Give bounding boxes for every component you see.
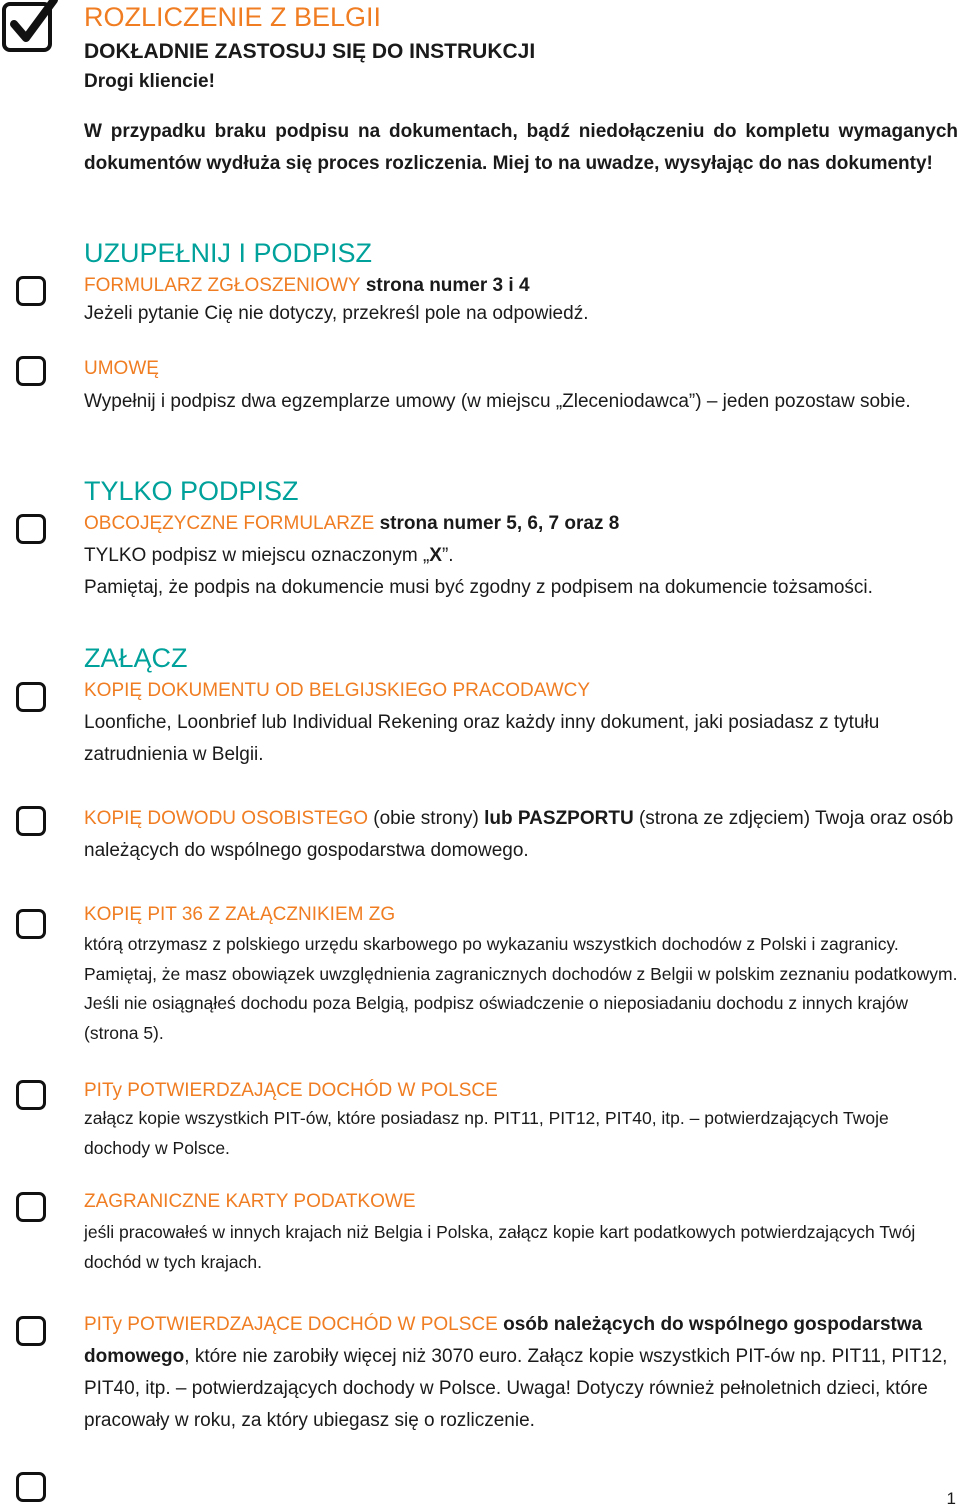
checkmark-icon [2, 0, 62, 54]
household-pity-title: PITy POTWIERDZAJĄCE DOCHÓD W POLSCE [84, 1314, 498, 1335]
section-heading-fill-sign: UZUPEŁNIJ I PODPISZ [84, 238, 373, 268]
empty-checkbox-icon[interactable] [16, 356, 46, 386]
form-title: FORMULARZ ZGŁOSZENIOWY [84, 275, 361, 296]
empty-checkbox-icon[interactable] [16, 806, 46, 836]
pit36-note: którą otrzymasz z polskiego urzędu skarbowego po wykazaniu wszystkich dochodów z Polski i zagranicy. Pamiętaj, że masz obowiązek uwzględnienia zagranicznych dochodów z Belgii w polskim zeznaniu podatkowym. Jeśli nie osiągnąłeś dochodu poza Belgią, podpisz oświadczenie o nieposiadaniu dochodu z innych krajów (strona 5). [84, 934, 958, 1043]
contract-note: Wypełnij i podpisz dwa egzemplarze umowy (w miejscu „Zleceniodawca”) – jeden pozostaw sobie. [84, 391, 911, 412]
page-number: 1 [946, 1489, 956, 1508]
sign-note: TYLKO podpisz w miejscu oznaczonym „X”. [84, 545, 454, 566]
contract-title: UMOWĘ [84, 358, 159, 379]
employer-doc-note: Loonfiche, Loonbrief lub Individual Rekening oraz każdy inny dokument, jaki posiadasz z tytułu zatrudnienia w Belgii. [84, 712, 880, 765]
foreign-forms-line [84, 508, 958, 540]
checked-box-icon [2, 2, 52, 52]
greeting: Drogi kliencie! [84, 71, 215, 92]
empty-checkbox-icon[interactable] [16, 1316, 46, 1346]
employer-doc-title: KOPIĘ DOKUMENTU OD BELGIJSKIEGO PRACODAWCY [84, 680, 591, 701]
foreign-tax-cards-note: jeśli pracowałeś w innych krajach niż Belgia i Polska, załącz kopie kart podatkowych potwierdzających Twój dochód w tych krajach. [84, 1222, 916, 1272]
empty-checkbox-icon[interactable] [16, 909, 46, 939]
foreign-forms-pages: strona numer 5, 6, 7 oraz 8 [374, 513, 620, 534]
section-heading-sign-only: TYLKO PODPISZ [84, 476, 299, 506]
empty-checkbox-icon[interactable] [16, 1192, 46, 1222]
passport-label: PASZPORTU [512, 808, 634, 829]
signature-note: Pamiętaj, że podpis na dokumencie musi być zgodny z podpisem na dokumencie tożsamości. [84, 577, 873, 598]
pit36-title: KOPIĘ PIT 36 Z ZAŁĄCZNIKIEM ZG [84, 904, 396, 925]
id-doc-text: KOPIĘ DOWODU OSOBISTEGO (obie strony) lub PASZPORTU (strona ze zdjęciem) Twoja oraz osób należących do wspólnego gospodarstwa domowego. [84, 808, 954, 861]
pity-title: PITy POTWIERDZAJĄCE DOCHÓD W POLSCE [84, 1080, 498, 1101]
sign-mark: X [429, 545, 442, 566]
form-note: Jeżeli pytanie Cię nie dotyczy, przekreśl pole na odpowiedź. [84, 303, 589, 324]
foreign-tax-cards-title: ZAGRANICZNE KARTY PODATKOWE [84, 1191, 416, 1212]
section-heading-attach: ZAŁĄCZ [84, 643, 188, 673]
empty-checkbox-icon[interactable] [16, 1080, 46, 1110]
page-subtitle: DOKŁADNIE ZASTOSUJ SIĘ DO INSTRUKCJI [84, 40, 536, 63]
form-pages: strona numer 3 i 4 [360, 275, 530, 296]
pity-note: załącz kopie wszystkich PIT-ów, które posiadasz np. PIT11, PIT12, PIT40, itp. – potwierdzających Twoje dochody w Polsce. [84, 1108, 889, 1158]
empty-checkbox-icon[interactable] [16, 1472, 46, 1502]
id-doc-title: KOPIĘ DOWODU OSOBISTEGO [84, 808, 368, 829]
foreign-forms-title: OBCOJĘZYCZNE FORMULARZE [84, 513, 375, 534]
page-title: ROZLICZENIE Z BELGII [84, 2, 382, 32]
empty-checkbox-icon[interactable] [16, 682, 46, 712]
empty-checkbox-icon[interactable] [16, 276, 46, 306]
household-pity-text: PITy POTWIERDZAJĄCE DOCHÓD W POLSCE osób należących do wspólnego gospodarstwa domowego, które nie zarobiły więcej niż 3070 euro. Załącz kopie wszystkich PIT-ów np. PIT11, PIT12, PIT40, itp. – potwierdzających dochody w Polsce. Uwaga! Dotyczy również pełnoletnich dzieci, które pracowały w roku, za który ubiegasz się o rozliczenie. [84, 1314, 948, 1431]
empty-checkbox-icon[interactable] [16, 514, 46, 544]
warning-text: W przypadku braku podpisu na dokumentach, bądź niedołączeniu do kompletu wymaganych dokumentów wydłuża się proces rozliczenia. Miej to na uwadze, wysyłając do nas dokumenty! [84, 121, 958, 174]
